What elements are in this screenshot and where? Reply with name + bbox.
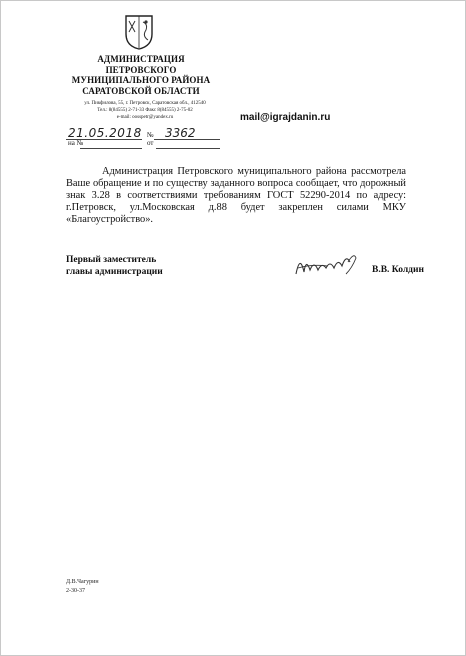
org-name-line: ПЕТРОВСКОГО <box>105 64 177 75</box>
coat-of-arms-emblem <box>124 14 154 50</box>
org-name-line: САРАТОВСКОЙ ОБЛАСТИ <box>82 85 200 96</box>
registration-number: 3362 <box>165 126 196 140</box>
number-underline <box>154 139 220 140</box>
org-name-line: АДМИНИСТРАЦИЯ <box>97 54 185 64</box>
reference-date-underline <box>156 148 220 149</box>
handwritten-signature <box>292 248 362 280</box>
signer-title <box>66 254 163 278</box>
executor-name: Д.В.Чагурин <box>66 579 99 585</box>
signer-title-line: главы администрации <box>66 267 163 277</box>
org-name-line: МУНИЦИПАЛЬНОГО РАЙОНА <box>71 75 211 85</box>
organization-address <box>70 100 220 121</box>
reference-number-underline <box>80 148 142 149</box>
signer-title-line: Первый заместитель <box>66 255 157 265</box>
reference-number-label: на № <box>68 139 84 147</box>
executor-phone: 2-30-37 <box>66 588 85 594</box>
letter-body: Администрация Петровского муниципального района рассмотрела Ваше обращение и по существу заданного вопроса сообщает, что дорожный знак 3.28 в соответствиями требованиям ГОСТ 52290-2014 по адресу: г.Петровск, ул.Московская д.88 будет закреплен силами МКУ «Благоустройство». <box>66 166 406 225</box>
reference-date-label: от <box>147 139 154 147</box>
recipient-email: mail@igrajdanin.ru <box>240 112 331 123</box>
registration-date: 21.05.2018 <box>68 126 142 140</box>
phone-fax-line: Тел.: 8(84555) 2-71-33 Факс 8(84555) 2-75-02 <box>97 108 193 113</box>
address-line: ул. Пикфилова, 55, г. Петровск, Саратовская обл., 412540 <box>84 101 206 106</box>
registration-number-label: № <box>147 131 154 139</box>
organization-name <box>58 54 224 96</box>
signer-name: В.В. Колдин <box>372 265 424 275</box>
executor-info <box>66 578 99 596</box>
org-email-line: e-mail: oosspetr@yandex.ru <box>116 115 174 120</box>
